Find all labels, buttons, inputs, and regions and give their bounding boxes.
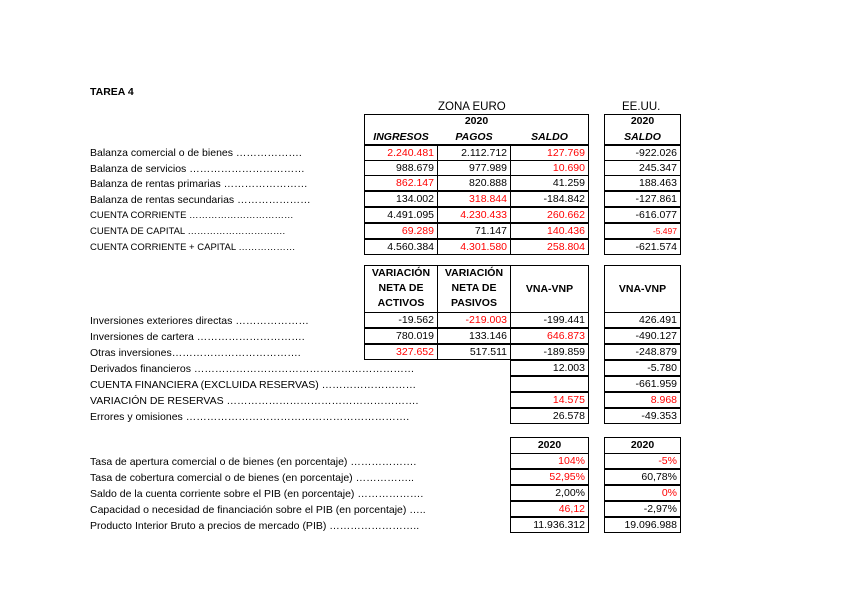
cell-vna: 12.003 (510, 360, 589, 376)
row-label: Tasa de cobertura comercial o de bienes (en porcentaje) …………….. (90, 472, 414, 484)
cell-ez: 11.936.312 (510, 517, 589, 533)
cell-us: 245.347 (604, 160, 681, 176)
row-label: Otras inversiones………………………………. (90, 347, 301, 359)
var-pasivos-3: PASIVOS (451, 297, 497, 309)
row-label: CUENTA FINANCIERA (EXCLUIDA RESERVAS) ……………………… (90, 379, 417, 391)
ratios-ez-year: 2020 (510, 437, 589, 454)
cell-saldo: 258.804 (510, 239, 589, 255)
cell-saldo: 260.662 (510, 207, 589, 223)
cell-us: -5.497 (604, 223, 681, 239)
row-label: Balanza de servicios …………………………… (90, 163, 305, 175)
cell-pagos: 820.888 (437, 175, 511, 191)
cell-ingresos: 4.560.384 (364, 239, 438, 255)
col-saldo: SALDO (531, 131, 568, 143)
cell-us: -922.026 (604, 145, 681, 161)
cell-ingresos: 134.002 (364, 191, 438, 207)
var-pasivos-1: VARIACIÓN (444, 267, 504, 279)
col-ingresos: INGRESOS (373, 131, 429, 143)
cell-ingresos: 2.240.481 (364, 145, 438, 161)
row-label: CUENTA CORRIENTE …………………………… (90, 210, 294, 221)
cell-us: -5.780 (604, 360, 681, 376)
row-label: Tasa de apertura comercial o de bienes (en porcentaje) ………………. (90, 456, 417, 468)
us-col-saldo: SALDO (624, 131, 661, 143)
cell-us: 0% (604, 485, 681, 501)
row-label: Capacidad o necesidad de financiación sobre el PIB (en porcentaje) ….. (90, 504, 426, 516)
cell-pagos: 2.112.712 (437, 145, 511, 161)
cell-us: -127.861 (604, 191, 681, 207)
var-activos-1: VARIACIÓN (371, 267, 431, 279)
cell-pasivos: 517.511 (437, 344, 511, 360)
cell-ez: 104% (510, 453, 589, 469)
cell-vna: 14.575 (510, 392, 589, 408)
cell-saldo: 140.436 (510, 223, 589, 239)
cell-us: -490.127 (604, 328, 681, 344)
row-label: Balanza comercial o de bienes ………………. (90, 147, 302, 159)
row-label: Inversiones de cartera …………………………. (90, 331, 305, 343)
cell-ez: 46,12 (510, 501, 589, 517)
var-activos-2: NETA DE (378, 282, 424, 294)
cell-us: -5% (604, 453, 681, 469)
cell-ingresos: 988.679 (364, 160, 438, 176)
cell-ingresos: 4.491.095 (364, 207, 438, 223)
vna-header: VNA-VNP (510, 265, 589, 313)
cell-us: 60,78% (604, 469, 681, 485)
ratios-us-year: 2020 (604, 437, 681, 454)
ez-year: 2020 (464, 115, 489, 127)
cell-vna: 646.873 (510, 328, 589, 344)
cell-saldo: 127.769 (510, 145, 589, 161)
cell-us: 8.968 (604, 392, 681, 408)
cell-pagos: 318.844 (437, 191, 511, 207)
zona-euro-header: ZONA EURO (438, 101, 506, 113)
row-label: Balanza de rentas primarias …………………… (90, 178, 308, 190)
cell-us: -661.959 (604, 376, 681, 392)
cell-us: -2,97% (604, 501, 681, 517)
cell-pagos: 4.301.580 (437, 239, 511, 255)
cell-activos: -19.562 (364, 312, 438, 328)
cell-saldo: 41.259 (510, 175, 589, 191)
cell-pasivos: 133.146 (437, 328, 511, 344)
eeuu-header: EE.UU. (622, 101, 661, 113)
page-title: TAREA 4 (90, 86, 134, 98)
cell-ez: 2,00% (510, 485, 589, 501)
cell-vna: -199.441 (510, 312, 589, 328)
cell-us: -49.353 (604, 408, 681, 424)
cell-vna: 26.578 (510, 408, 589, 424)
cell-pagos: 71.147 (437, 223, 511, 239)
cell-pasivos: -219.003 (437, 312, 511, 328)
cell-us: 19.096.988 (604, 517, 681, 533)
cell-us: -616.077 (604, 207, 681, 223)
cell-us: 188.463 (604, 175, 681, 191)
us-vna-header: VNA-VNP (604, 265, 681, 313)
var-pasivos-2: NETA DE (451, 282, 497, 294)
row-label: CUENTA DE CAPITAL …………………………. (90, 226, 286, 237)
row-label: Saldo de la cuenta corriente sobre el PIB (en porcentaje) ………………. (90, 488, 424, 500)
row-label: VARIACIÓN DE RESERVAS ………………………………………………. (90, 395, 419, 407)
cell-vna (510, 376, 589, 392)
row-label: Balanza de rentas secundarias ………………… (90, 194, 311, 206)
row-label: Producto Interior Bruto a precios de mercado (PIB) …………………….. (90, 520, 420, 532)
row-label: CUENTA CORRIENTE + CAPITAL ……………… (90, 242, 296, 253)
col-pagos: PAGOS (455, 131, 493, 143)
row-label: Derivados financieros ……………………………………………………… (90, 363, 415, 375)
cell-activos: 327.652 (364, 344, 438, 360)
cell-activos: 780.019 (364, 328, 438, 344)
cell-pagos: 977.989 (437, 160, 511, 176)
var-activos-3: ACTIVOS (377, 297, 425, 309)
cell-pagos: 4.230.433 (437, 207, 511, 223)
cell-ingresos: 862.147 (364, 175, 438, 191)
cell-ingresos: 69.289 (364, 223, 438, 239)
cell-us: -621.574 (604, 239, 681, 255)
us-year: 2020 (630, 115, 655, 127)
cell-ez: 52,95% (510, 469, 589, 485)
cell-saldo: -184.842 (510, 191, 589, 207)
row-label: Inversiones exteriores directas ………………… (90, 315, 309, 327)
cell-us: -248.879 (604, 344, 681, 360)
cell-saldo: 10.690 (510, 160, 589, 176)
row-label: Errores y omisiones ………………………………………………………. (90, 411, 410, 423)
cell-vna: -189.859 (510, 344, 589, 360)
cell-us: 426.491 (604, 312, 681, 328)
